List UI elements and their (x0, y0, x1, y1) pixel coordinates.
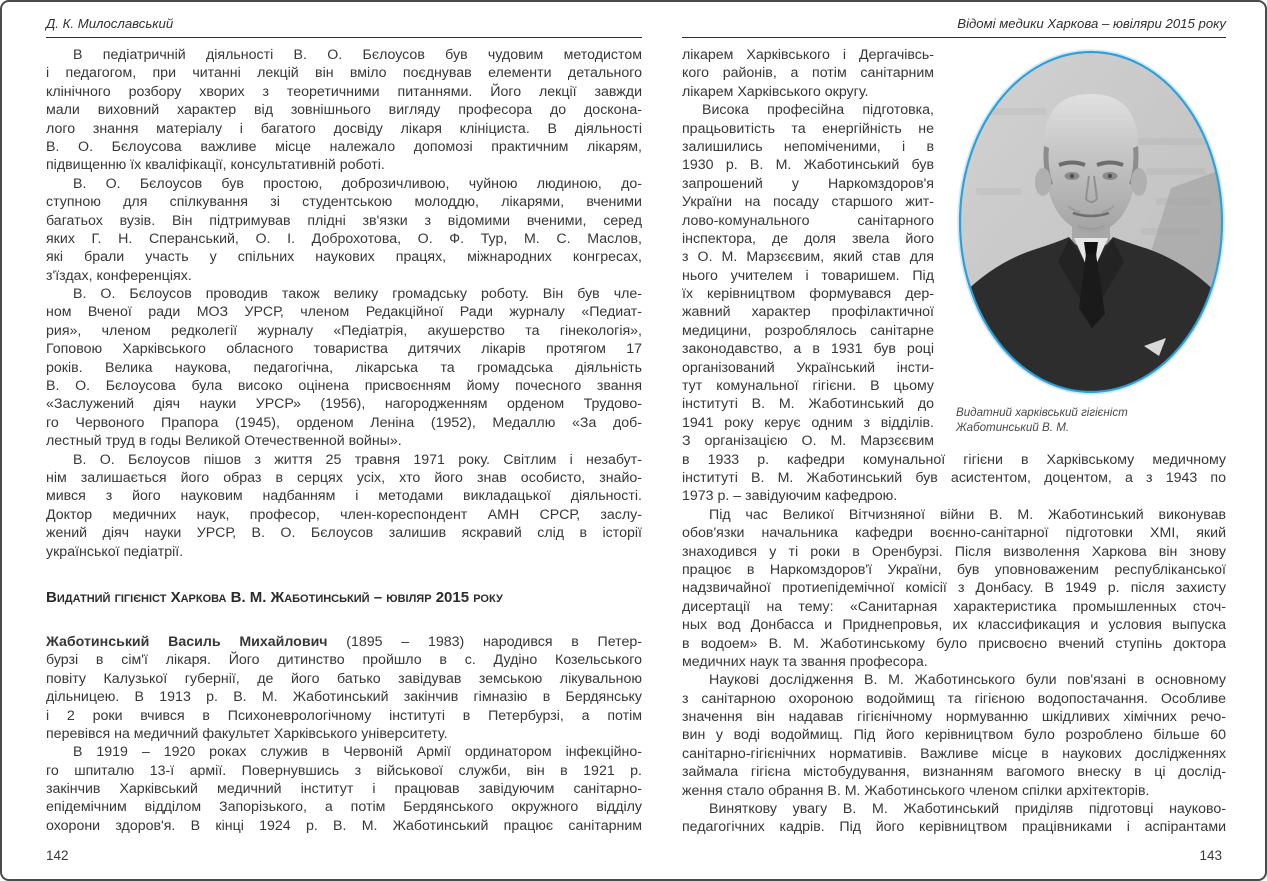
text-line: ступною для спілкування зі студентською молоддю, лікарями, вченими (46, 194, 642, 211)
text-line: років. Велика наукова, педагогічна, лікарська та громадська діяльність (46, 359, 642, 376)
portrait-figure (956, 48, 1226, 435)
text-line: повіту Калузької губернії, де його батько завідував земською лікувальною (46, 670, 642, 687)
text-line: 1973 р. – завідуючим кафедрою. (682, 488, 898, 505)
figure-caption-line1: Видатний харківський гігієніст (956, 406, 1128, 419)
text-line: В 1919 – 1920 роках служив в Червоній Армії ординатором інфекційно- (73, 744, 642, 761)
text-line: санітарно-гігієнічних нормативів. Важливе місце в наукових дослідженнях (682, 745, 1226, 762)
text-line: в 1933 р. кафедри комунальної гігієни в Харківському медичному (682, 451, 1226, 468)
text-line: Висока професійна підготовка, (702, 102, 934, 119)
running-header-left (46, 16, 642, 38)
text-line: залишились непоміченими, і в (682, 138, 934, 155)
figure-caption-line2: Жаботинський В. М. (956, 421, 1070, 434)
text-line: го Червоного Прапора (1945), орденом Леніна (1952), Медаллю «За доб- (46, 414, 642, 431)
text-line: інспектора, де доля звела його (682, 230, 934, 247)
text-line: і педагогом, при читанні лекцій він вміло поєднував елементи детального (46, 65, 642, 82)
text-line: педагогічних кадрів. Під його керівництвом працівниками і аспірантами (682, 819, 1226, 836)
text-line: мали виховний характер від зовнішнього вигляду професора до доскона- (46, 102, 642, 119)
text-line: інституті В. М. Жаботинський до (682, 396, 934, 413)
text-line: ження стало обрання В. М. Жаботинського членом спілки архітекторів. (682, 782, 1150, 799)
section-heading: Видатний гігієніст Харкова В. М. Жаботинський – ювіляр 2015 року (46, 588, 503, 606)
text-line: Гоповою Харківського обласного товариства дитячих лікарів протягом 17 (46, 341, 642, 358)
text-line: і 2 роки вчився в Психоневрологічному інституті в Петербурзі, а потім (46, 707, 642, 724)
text-line: В. О. Бєлоусов пішов з життя 25 травня 1971 року. Світлим і незабут- (73, 451, 642, 468)
text-line: Під час Великої Вітчизняної війни В. М. Жаботинський виконував (709, 506, 1226, 523)
text-line: охорони здоров'я. В кінці 1924 р. В. М. Жаботинський працює санітарним (46, 817, 642, 834)
text-line: го шпиталю 13-ї армії. Повернувшись з військової служби, він в 1921 р. (46, 762, 642, 779)
page-number-142: 142 (46, 848, 69, 863)
text-line: вин у воді водоймищ. Під його керівництвом було розроблено більше 60 (682, 727, 1226, 744)
narrow-text-column (682, 46, 934, 451)
text-line: підвищенню їх кваліфікації, консультативній роботі. (46, 157, 385, 174)
running-header-right-text: Відомі медики Харкова – ювіляри 2015 року (957, 16, 1226, 31)
text-line: законодавство, а в 1931 був році (682, 341, 934, 358)
text-line: Доктор медичних наук, професор, член-кореспондент АМН СРСР, заслу- (46, 506, 642, 523)
text-line: В. О. Бєлоусов проводив також велику громадську роботу. Він був чле- (73, 286, 642, 303)
text-line: лестный труд в годы Великой Отечественной войны». (46, 433, 402, 450)
text-line: 1941 року керує одним з відділів. (682, 414, 934, 431)
text-line: Виняткову увагу В. М. Жаботинський приділяв підготовці науково- (709, 801, 1226, 818)
text-line: перевівся на медичний факультет Харківського університету. (46, 725, 448, 742)
text-line: ном Вченої ради МОЗ УРСР, членом Редакційної Ради журналу «Педиат- (46, 304, 642, 321)
text-line: української педіатрії. (46, 543, 184, 560)
running-header-left-text: Д. К. Милославський (46, 16, 174, 31)
text-line: рия», членом редколегії журналу «Педіатрія, акушерство та гінекологія», (46, 322, 642, 339)
text-line: В. О. Бєлоусова важливе місце належало допомозі практичним лікарям, (46, 138, 642, 155)
page-142 (46, 16, 642, 835)
text-line: значення він надавав гігієнічному нормуванню шкідливих хімічних речо- (682, 709, 1226, 726)
text-line: кого районів, а потім санітарним (682, 65, 934, 82)
text-line: нім залишається його образ в серцях усіх, хто його знав особисто, знайо- (46, 469, 642, 486)
text-line: запрошений у Наркомздоров'я (682, 175, 934, 192)
text-line: з'їздах, конференціях. (46, 267, 192, 284)
text-line: лікарем Харківського округу. (682, 83, 869, 100)
text-line: які брали участь у спільних наукових працях, міжнародних конгресах, (46, 249, 642, 266)
text-line: багатьох вузів. Він підтримував плідні зв'язки з відомими вченими, серед (46, 212, 642, 229)
text-line: З організацією О. М. Марзєєвим (682, 433, 934, 450)
page-143 (682, 16, 1226, 837)
text-line: знаходився у ті роки в Оренбурзі. Після визволення Харкова він знову (682, 543, 1226, 560)
text-line: жавний характер профілактичної (682, 304, 934, 321)
text-line: тут комунальної гігієни. В цьому (682, 378, 934, 395)
text-line: надзвичайної протиепідемічної комісії з Донбасу. В 1949 р. після захисту (682, 580, 1226, 597)
text-line: В. О. Бєлоусова була високо оцінена присвоєнням йому почесного звання (46, 378, 642, 395)
text-line: обов'язки начальника кафедри воєнно-санітарної підготовки ХМІ, який (682, 525, 1226, 542)
text-line: з санітарною охороною водоймищ та гігієною водопостачання. Особливе (682, 690, 1226, 707)
text-line: з О. М. Марзєєвим, який став для (682, 249, 934, 266)
wide-text-column (682, 451, 1226, 837)
figure-caption (956, 405, 1226, 435)
running-header-right (682, 16, 1226, 38)
text-line: закінчив Харківський медичний інститут і працював завідуючим санітарно- (46, 781, 642, 798)
bold-lead: Жаботинський Василь Михайлович (46, 633, 328, 650)
page-142-body (46, 46, 642, 835)
text-line: Жаботинський Василь Михайлович (1895 – 1983) народився в Петер- (46, 633, 642, 650)
text-line: клінічного розбору хворих з теоретичними питаннями. Його лекції завжди (46, 83, 642, 100)
text-line: ных вод Донбасса и Приднепровья, их классификация и условия выпуска (682, 617, 1226, 634)
text-line: В. О. Бєлоусов був простою, доброзичливою, чуйною людиною, до- (73, 175, 642, 192)
text-line: «Заслужений діяч науки УРСР» (1956), нагородженням орденом Трудово- (46, 396, 642, 413)
text-line: інституті В. М. Жаботинський був асистентом, доцентом, а з 1943 по (682, 469, 1226, 486)
text-line: В педіатричній діяльності В. О. Бєлоусов був чудовим методистом (73, 47, 642, 63)
text-line: 1930 р. В. М. Жаботинський був (682, 157, 934, 174)
text-line: бурзі в сім'ї лікаря. Його дитинство пройшло в с. Дудіно Козельського (46, 652, 642, 669)
text-line: організований Український інсти- (682, 359, 934, 376)
text-line: мився з його науковим надбанням і методами викладацької діяльності. (46, 488, 642, 505)
text-line: займала гігієна містобудування, визнанням вагомого внеску в ці дослід- (682, 764, 1226, 781)
text-line: дисертації на тему: «Санитарная характеристика промышленных сточ- (682, 598, 1226, 615)
page-143-body (682, 46, 1226, 837)
text-line: епідемічним відділом Запорізького, а потім Бердянського окружного відділу (46, 799, 642, 816)
text-line: жений діяч науки УРСР, В. О. Бєлоусов залишив яскравий слід в історії (46, 525, 642, 542)
text-line: лого знання матеріалу і багатого досвіду лікаря клініциста. В діяльності (46, 120, 642, 137)
text-line: нього учителем і товаришем. Під (682, 267, 934, 284)
text-line: медицини, розроблялось санітарне (682, 322, 934, 339)
text-line: Наукові дослідження В. М. Жаботинського були пов'язані в основному (709, 672, 1226, 689)
text-line: працює в Наркомздоров'ї України, був уповноваженим республіканської (682, 561, 1226, 578)
text-line: в водоем» В. М. Жаботинському було присвоєно вчений ступінь доктора (682, 635, 1226, 652)
text-line: лікарем Харківського і Дергачівсь- (682, 47, 934, 63)
text-line: їх керівництвом формувався дер- (682, 286, 934, 303)
text-line: яких Г. Н. Сперанський, О. І. Доброхотова, О. Ф. Тур, М. С. Маслов, (46, 230, 642, 247)
portrait-photo (956, 48, 1226, 396)
text-line: України на посаду старшого жит- (682, 194, 934, 211)
text-line: лово-комунального санітарного (682, 212, 934, 229)
text-line: дільницею. В 1913 р. В. М. Жаботинський закінчив гімназію в Бердянську (46, 689, 642, 706)
text-line: медичних наук та звання професора. (682, 653, 928, 670)
text-line: працьовитість та енергійність не (682, 120, 934, 137)
page-number-143: 143 (1199, 848, 1222, 863)
